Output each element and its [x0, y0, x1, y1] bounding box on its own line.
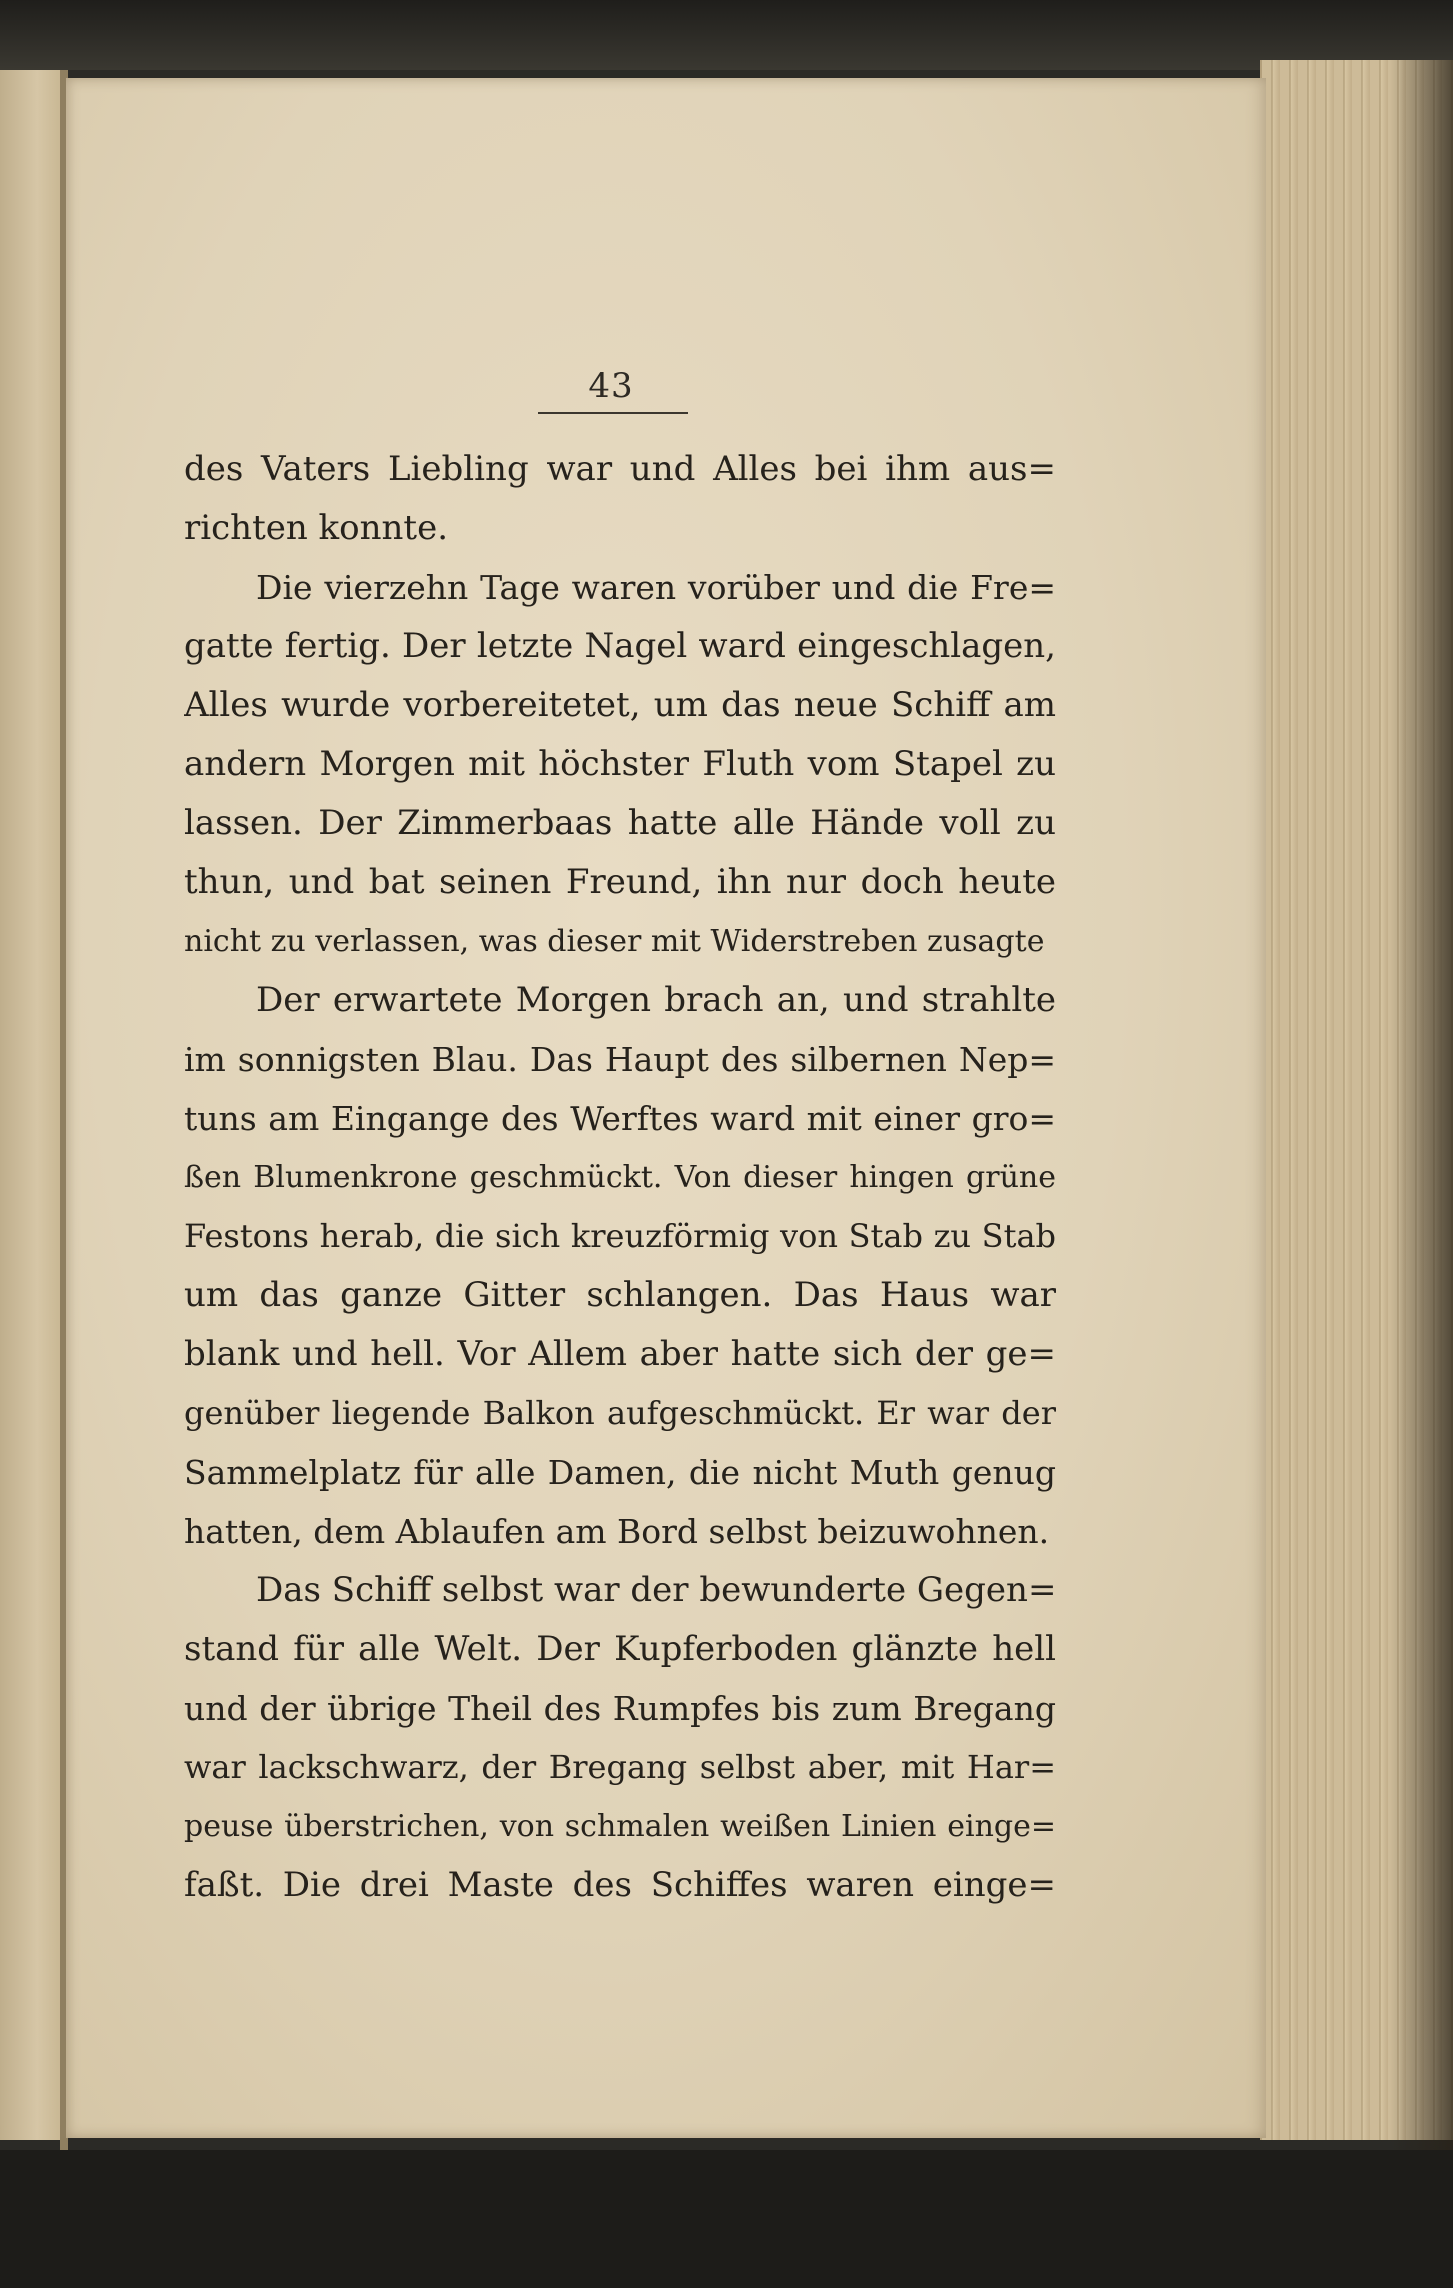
text-line: und der übrige Theil des Rumpfes bis zum Bregang — [184, 1689, 1056, 1728]
text-line: gatte fertig. Der letzte Nagel ward eingeschlagen, — [184, 626, 1056, 666]
text-line: war lackschwarz, der Bregang selbst aber, mit Har= — [184, 1748, 1056, 1786]
text-line: andern Morgen mit höchster Fluth vom Stapel zu — [184, 744, 1056, 784]
text-line: ßen Blumenkrone geschmückt. Von dieser hingen grüne — [184, 1160, 1056, 1195]
text-line: tuns am Eingange des Werftes ward mit einer gro= — [184, 1099, 1056, 1138]
text-line: im sonnigsten Blau. Das Haupt des silbernen Nep= — [184, 1040, 1056, 1079]
text-line: genüber liegende Balkon aufgeschmückt. Er war der — [184, 1394, 1056, 1432]
scan-background-top — [0, 0, 1453, 70]
text-line: thun, und bat seinen Freund, ihn nur doch heute — [184, 862, 1056, 902]
text-line: faßt. Die drei Maste des Schiffes waren einge= — [184, 1865, 1056, 1905]
page-body-text — [184, 440, 1056, 1915]
text-line: Sammelplatz für alle Damen, die nicht Muth genug — [184, 1453, 1056, 1492]
page-stack-shadow — [1390, 60, 1453, 2150]
text-line: Das Schiff selbst war der bewunderte Gegen= — [256, 1570, 1056, 1610]
text-line: blank und hell. Vor Allem aber hatte sich der ge= — [184, 1334, 1056, 1374]
text-line: richten konnte. — [184, 508, 449, 548]
text-line: stand für alle Welt. Der Kupferboden glänzte hell — [184, 1629, 1056, 1669]
scan-background-bottom — [0, 2150, 1453, 2288]
book-page — [66, 78, 1266, 2138]
text-line: um das ganze Gitter schlangen. Das Haus war — [184, 1275, 1056, 1315]
text-line: hatten, dem Ablaufen am Bord selbst beizuwohnen. — [184, 1512, 1050, 1551]
facing-page-edge — [0, 70, 64, 2140]
text-line: nicht zu verlassen, was dieser mit Widerstreben zusagte — [184, 924, 1045, 959]
page-number-rule — [538, 412, 688, 414]
text-line: peuse überstrichen, von schmalen weißen Linien einge= — [184, 1809, 1056, 1844]
text-line: Alles wurde vorbereitetet, um das neue Schiff am — [184, 685, 1056, 725]
text-line: Der erwartete Morgen brach an, und strahlte — [256, 980, 1056, 1020]
page-number: 43 — [588, 366, 634, 406]
text-line: Festons herab, die sich kreuzförmig von Stab zu Stab — [184, 1217, 1056, 1255]
text-line: lassen. Der Zimmerbaas hatte alle Hände voll zu — [184, 803, 1056, 843]
text-line: Die vierzehn Tage waren vorüber und die Fre= — [256, 568, 1056, 607]
text-line: des Vaters Liebling war und Alles bei ihm aus= — [184, 449, 1056, 489]
